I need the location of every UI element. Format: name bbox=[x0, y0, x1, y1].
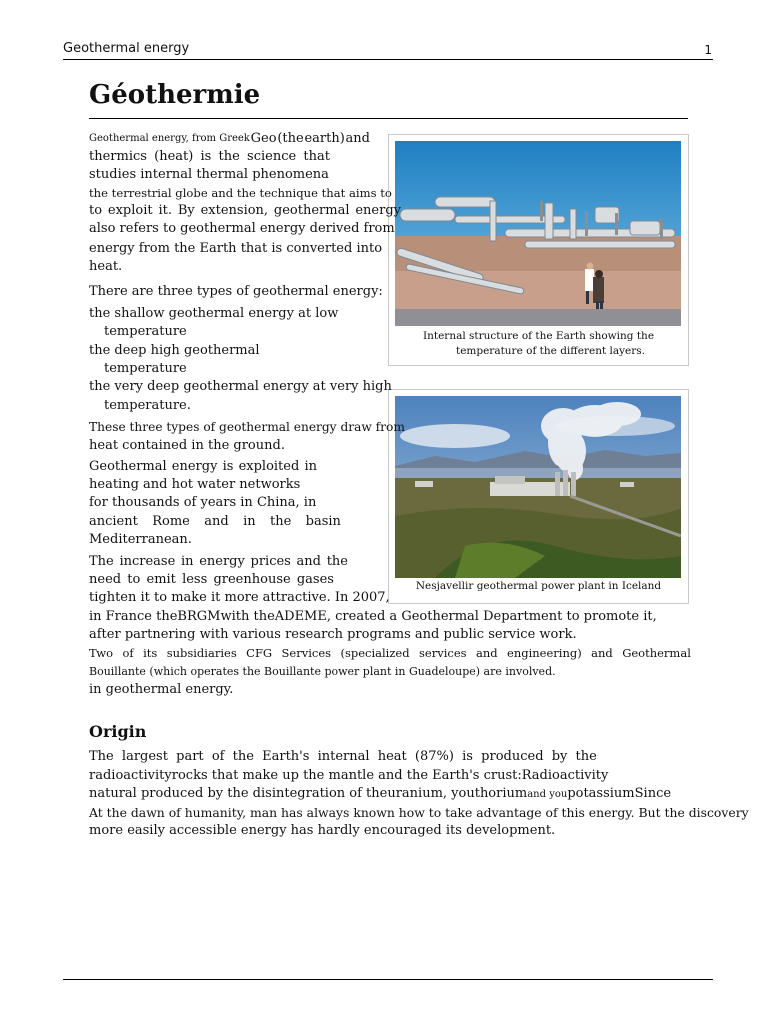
word: CFG bbox=[246, 646, 273, 660]
text-line: heat contained in the ground. bbox=[89, 438, 285, 453]
word: (the bbox=[277, 131, 304, 146]
word: and bbox=[475, 646, 498, 660]
word: prices bbox=[250, 554, 291, 569]
word: (specialized bbox=[340, 646, 410, 660]
word: and bbox=[591, 646, 613, 660]
word: By bbox=[177, 203, 195, 218]
word: services bbox=[419, 646, 467, 660]
word: thermics bbox=[89, 149, 147, 164]
text-line: Bouillante (which operates the Bouillante power plant in Guadeloupe) are involved. bbox=[89, 665, 556, 678]
nesjavellir-plant-photo bbox=[395, 396, 681, 578]
word: science bbox=[247, 149, 297, 164]
word: geothermal bbox=[273, 203, 350, 218]
word: part bbox=[176, 749, 204, 764]
word: in bbox=[304, 459, 317, 474]
running-title: Geothermal energy bbox=[63, 41, 190, 56]
word: is bbox=[462, 749, 473, 764]
text-line: the very deep geothermal energy at very high bbox=[89, 379, 392, 394]
word: The bbox=[89, 749, 114, 764]
word: ancient bbox=[89, 514, 138, 529]
text-line: heating and hot water networks bbox=[89, 477, 301, 492]
word: extension, bbox=[200, 203, 269, 218]
figure-nesjavellir bbox=[388, 389, 689, 604]
text-line: Mediterranean. bbox=[89, 532, 192, 547]
word: it. bbox=[158, 203, 172, 218]
text-line: energy from the Earth that is converted into bbox=[89, 241, 383, 256]
word: (87%) bbox=[414, 749, 454, 764]
word: its bbox=[143, 646, 158, 660]
figure-geothermal-pipes bbox=[388, 134, 689, 366]
word: and bbox=[204, 514, 229, 529]
word: largest bbox=[121, 749, 168, 764]
word: (heat) bbox=[154, 149, 194, 164]
word: that bbox=[303, 149, 330, 164]
word: Two bbox=[89, 646, 114, 660]
page-header bbox=[63, 40, 713, 60]
text-line: temperature bbox=[104, 361, 187, 376]
text-line: heat. bbox=[89, 259, 123, 274]
text-line: At the dawn of humanity, man has always known how to take advantage of this energy. But the discovery bbox=[89, 805, 749, 820]
word: emit bbox=[146, 572, 176, 587]
word: earth) bbox=[304, 131, 345, 146]
text-line: also refers to geothermal energy derived from bbox=[89, 221, 395, 236]
figure-1-caption-line1: Internal structure of the Earth showing the bbox=[422, 330, 655, 342]
word: Earth's bbox=[262, 749, 310, 764]
text-line: temperature bbox=[104, 324, 187, 339]
text-line: for thousands of years in China, in bbox=[89, 495, 317, 510]
text-line: radioactivityrocks that make up the mantle and the Earth's crust:Radioactivity bbox=[89, 768, 609, 783]
text-line bbox=[89, 748, 597, 766]
word: and bbox=[345, 131, 370, 146]
text-line bbox=[89, 130, 370, 148]
article-title: Géothermie bbox=[89, 76, 688, 119]
word: produced bbox=[481, 749, 544, 764]
word: energy bbox=[171, 459, 218, 474]
word: energy bbox=[199, 554, 245, 569]
text-line bbox=[89, 148, 330, 166]
word: subsidiaries bbox=[166, 646, 237, 660]
text-line: the terrestrial globe and the technique that aims to bbox=[89, 186, 392, 200]
text-line: These three types of geothermal energy draw from bbox=[89, 420, 405, 434]
text-line: more easily accessible energy has hardly encouraged its development. bbox=[89, 823, 556, 838]
word: exploit bbox=[107, 203, 153, 218]
footer-rule bbox=[63, 979, 713, 980]
figure-1-caption-line2: temperature of the different layers. bbox=[455, 345, 646, 357]
word: greenhouse bbox=[213, 572, 291, 587]
word: less bbox=[182, 572, 208, 587]
word: and you bbox=[527, 789, 568, 800]
figure-2-caption: Nesjavellir geothermal power plant in Iceland bbox=[415, 580, 662, 592]
word: Geothermal energy, from Greek bbox=[89, 133, 250, 144]
word: the bbox=[326, 554, 348, 569]
word: exploited bbox=[238, 459, 300, 474]
word: is bbox=[222, 459, 234, 474]
word: Geothermal bbox=[622, 646, 691, 660]
word: basin bbox=[305, 514, 341, 529]
word: in bbox=[243, 514, 256, 529]
word: energy bbox=[355, 203, 401, 218]
word: is bbox=[200, 149, 212, 164]
word: The bbox=[89, 554, 114, 569]
text-line: after partnering with various research programs and public service work. bbox=[89, 627, 577, 642]
word: internal bbox=[317, 749, 370, 764]
text-line bbox=[89, 513, 341, 531]
page-number: 1 bbox=[704, 43, 712, 57]
word: Geothermal bbox=[89, 459, 167, 474]
word: gases bbox=[296, 572, 334, 587]
figure-1-caption bbox=[389, 329, 688, 359]
word: Services bbox=[281, 646, 332, 660]
text-line bbox=[89, 553, 348, 571]
geothermal-pipes-photo bbox=[395, 141, 681, 326]
word: to bbox=[89, 203, 103, 218]
text-line: temperature. bbox=[104, 398, 191, 413]
text-line bbox=[89, 785, 671, 804]
word: by bbox=[551, 749, 568, 764]
text-line: in France theBRGMwith theADEME, created a Geothermal Department to promote it, bbox=[89, 609, 657, 624]
text-line bbox=[89, 571, 334, 589]
word: in bbox=[180, 554, 194, 569]
text-line bbox=[89, 644, 691, 662]
word: increase bbox=[119, 554, 176, 569]
word: of bbox=[211, 749, 225, 764]
word: need bbox=[89, 572, 122, 587]
word: potassiumSince bbox=[567, 786, 672, 801]
word: natural produced by the disintegration of theuranium, youthorium bbox=[89, 786, 528, 801]
text-line bbox=[89, 202, 401, 220]
text-line: the deep high geothermal bbox=[89, 343, 260, 358]
word: of bbox=[122, 646, 134, 660]
text-line: the shallow geothermal energy at low bbox=[89, 306, 339, 321]
text-line: studies internal thermal phenomena bbox=[89, 167, 329, 182]
word: Geo bbox=[250, 131, 277, 146]
word: Rome bbox=[152, 514, 190, 529]
word: heat bbox=[377, 749, 407, 764]
word: the bbox=[575, 749, 597, 764]
word: the bbox=[218, 149, 240, 164]
word: the bbox=[269, 514, 292, 529]
section-origin-title: Origin bbox=[89, 722, 147, 741]
word: engineering) bbox=[507, 646, 582, 660]
word: and bbox=[296, 554, 321, 569]
text-line bbox=[89, 458, 317, 476]
text-line: in geothermal energy. bbox=[89, 682, 234, 697]
word: the bbox=[232, 749, 254, 764]
word: to bbox=[127, 572, 141, 587]
text-line: There are three types of geothermal energy: bbox=[89, 284, 383, 299]
text-line: tighten it to make it more attractive. In 2007, bbox=[89, 590, 390, 605]
